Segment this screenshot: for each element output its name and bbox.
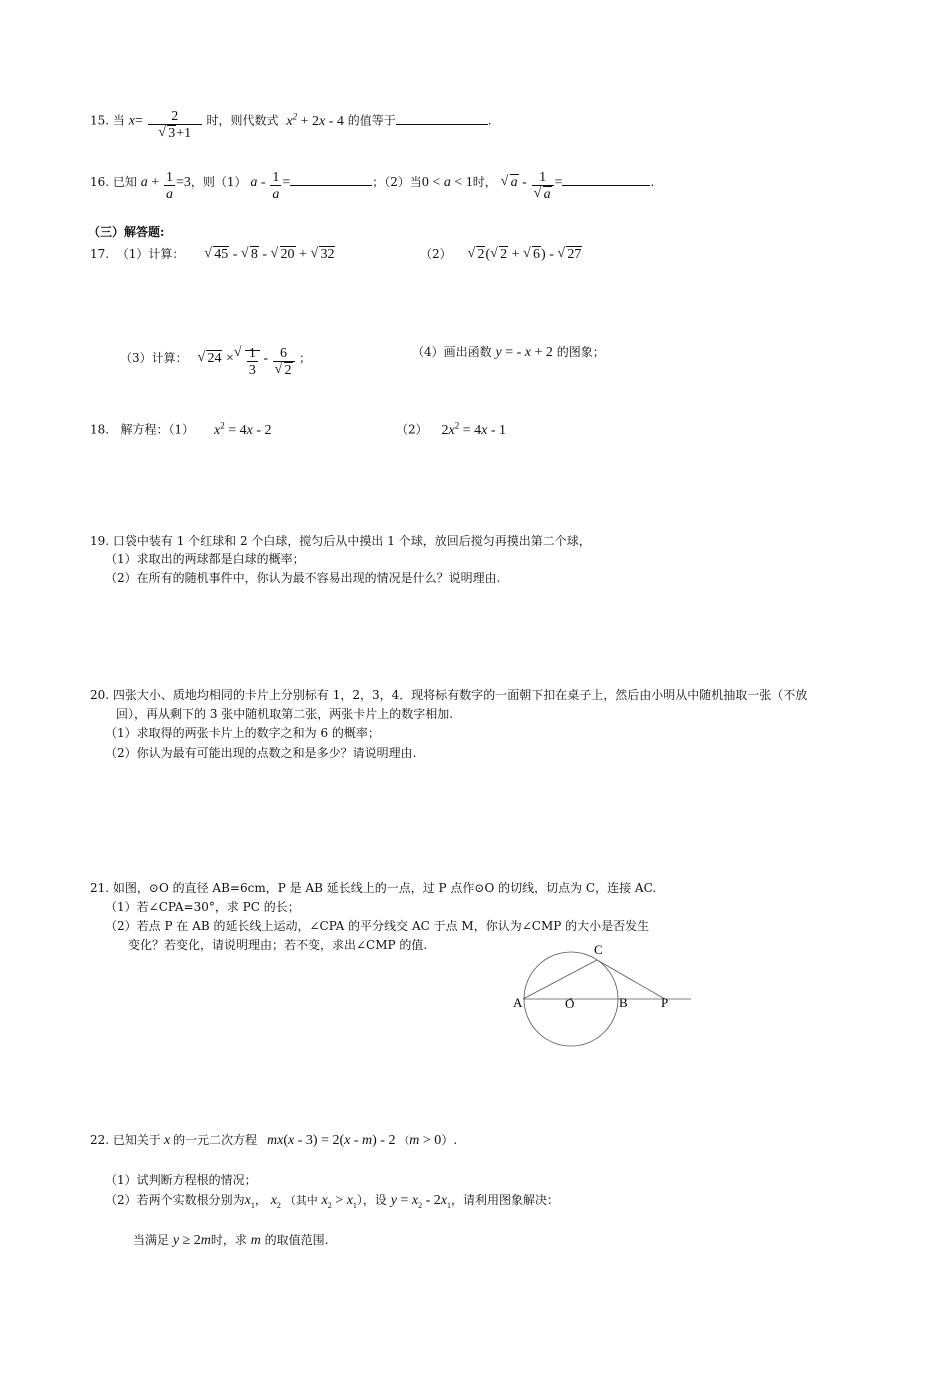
question-17-part1: 17. （1）计算： √ 45 - √ 8 - √ 20 + √ 32: [90, 246, 335, 263]
question-16: 16. 已知 a + $\frac{1}{a}$ =3，则（1） a - $\frac{1}{a}$ = ；（2）当0 < a < 1时， √ a - 1 √ a = .: [90, 170, 654, 203]
question-17-part3: （3）计算： √ 24 × √ $\frac{1}{3}$ - 6 √ 2 ；: [120, 346, 311, 379]
question-21-line: （2）若点 P 在 AB 的延长线上运动，∠CPA 的平分线交 AC 于点 M，你认为∠CMP 的大小是否发生: [105, 919, 650, 933]
question-18-part2: （2） $2x^2 = 4x - 1$: [396, 420, 506, 438]
answer-blank[interactable]: [290, 184, 372, 186]
question-22-line3: （2）若两个实数根分别为$x_1$， $x_2$ （其中 $x_2 > x_1$），设 $y = x_2 - 2x_1$，请利用图象解决：: [105, 1193, 560, 1210]
question-22-line: （1）试判断方程根的情况；: [105, 1173, 257, 1187]
section-header: （三）解答题:: [88, 225, 165, 239]
label-o: O: [565, 996, 575, 1011]
line-ac: [523, 960, 597, 999]
question-19-line: （1）求取出的两球都是白球的概率；: [105, 552, 305, 566]
question-22: 22. 已知关于 x 的一元二次方程 mx(x - 3) = 2(x - m) - 2 （m > 0）.: [90, 1133, 458, 1148]
answer-blank[interactable]: [396, 123, 488, 125]
line-cp: [597, 960, 665, 999]
question-20-line: （2）你认为最有可能出现的点数之和是多少？请说明理由.: [105, 746, 417, 760]
label-p: P: [661, 995, 669, 1010]
question-19-line: 19. 口袋中装有 1 个红球和 2 个白球，搅匀后从中摸出 1 个球，放回后搅匀再摸出第二个球，: [90, 534, 591, 548]
question-21-line: （1）若∠CPA=30°，求 PC 的长；: [105, 900, 300, 914]
question-20-line: 20. 四张大小、质地均相同的卡片上分别标有 1，2，3，4．现将标有数字的一面朝下扣在桌子上，然后由小明从中随机抽取一张（不放: [90, 688, 808, 702]
question-number: 16.: [90, 175, 110, 189]
question-20-line: 回），再从剩下的 3 张中随机取第二张，两张卡片上的数字相加.: [116, 707, 454, 721]
label-b: B: [619, 995, 628, 1010]
answer-blank[interactable]: [562, 184, 650, 186]
label-c: C: [594, 942, 603, 957]
question-19-line: （2）在所有的随机事件中，你认为最不容易出现的情况是什么？说明理由.: [105, 571, 501, 585]
question-17-part4: （4）画出函数 y = - x + 2 的图象；: [412, 345, 605, 360]
question-21-line: 变化？若变化，请说明理由；若不变，求出∠CMP 的值.: [128, 938, 428, 952]
question-number: 15.: [90, 113, 110, 128]
question-22-line4: 当满足 y ≥ 2m时，求 m 的取值范围.: [133, 1233, 329, 1248]
question-21-line: 21. 如图，⊙O 的直径 AB=6cm，P 是 AB 延长线上的一点，过 P 点作⊙O 的切线，切点为 C，连接 AC.: [90, 881, 657, 895]
question-17-part2: （2） √ 2(√ 2 + √ 6) - √ 27: [420, 246, 582, 263]
fraction: 2 √ 3+1: [148, 109, 202, 142]
question-18: 18. 解方程：（1） $x^2 = 4x - 2$: [90, 420, 272, 438]
question-15: 15. 当 x= 2 √ 3+1 时，则代数式 $x^2 + 2x - 4$ 的值等于 .: [90, 108, 492, 142]
question-20-line: （1）求取得的两张卡片上的数字之和为 6 的概率；: [105, 726, 380, 740]
geometry-figure: [505, 940, 705, 1055]
label-a: A: [513, 995, 523, 1010]
